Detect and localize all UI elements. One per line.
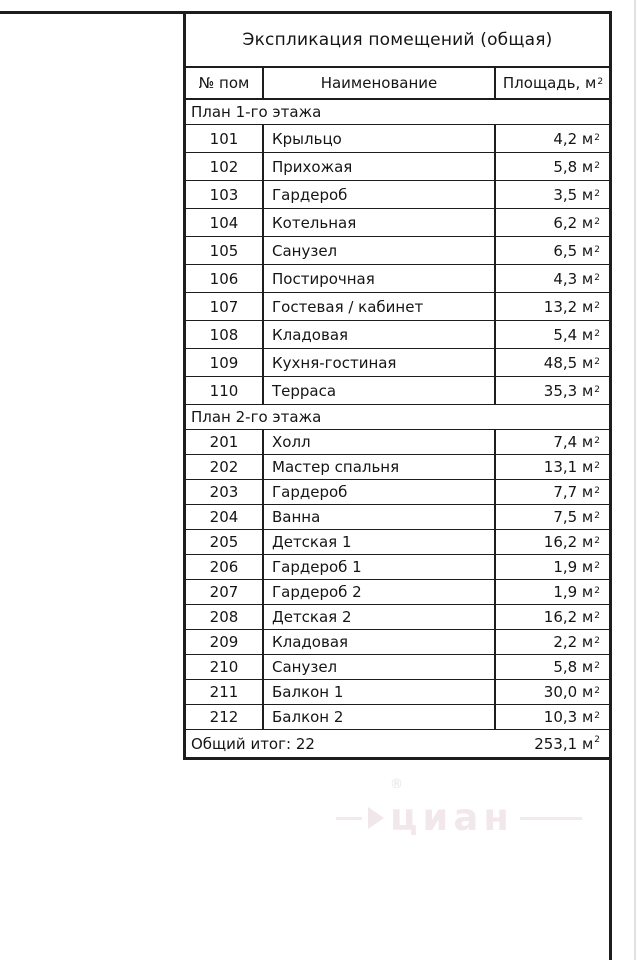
room-name-cell: Гостевая / кабинет <box>264 293 496 320</box>
table-row <box>186 455 609 480</box>
room-number-cell: 209 <box>186 630 264 654</box>
room-number-cell: 101 <box>186 125 264 152</box>
room-area-superscript: 2 <box>594 586 600 596</box>
room-area-cell <box>496 430 609 454</box>
table-row <box>186 680 609 705</box>
room-area-value: 30,0 м <box>543 683 594 701</box>
room-area-value: 48,5 м <box>543 353 594 372</box>
room-area-superscript: 2 <box>594 160 600 171</box>
table-row <box>186 237 609 265</box>
table-row <box>186 377 609 405</box>
room-area-value: 6,5 м <box>553 241 594 260</box>
room-name-cell: Гардероб 2 <box>264 580 496 604</box>
room-name-cell: Гардероб <box>264 181 496 208</box>
room-area-superscript: 2 <box>594 216 600 227</box>
room-area-value: 4,3 м <box>553 269 594 288</box>
room-area-value: 13,2 м <box>543 297 594 316</box>
room-area-value: 5,4 м <box>553 325 594 344</box>
room-area-value: 13,1 м <box>543 458 594 476</box>
table-row <box>186 321 609 349</box>
table-header-row <box>186 68 609 100</box>
room-area-value: 35,3 м <box>543 381 594 400</box>
room-number-cell: 208 <box>186 605 264 629</box>
room-area-superscript: 2 <box>594 356 600 367</box>
table-row <box>186 630 609 655</box>
room-name-cell: Кухня-гостиная <box>264 349 496 376</box>
room-name-cell: Котельная <box>264 209 496 236</box>
room-area-superscript: 2 <box>594 511 600 521</box>
room-number-cell: 104 <box>186 209 264 236</box>
room-name-cell: Терраса <box>264 377 496 404</box>
table-footer-row <box>186 730 609 757</box>
watermark-left-dash <box>336 817 362 820</box>
table-row <box>186 480 609 505</box>
room-name-cell: Санузел <box>264 655 496 679</box>
room-number-cell: 210 <box>186 655 264 679</box>
column-header-area-label: Площадь, м <box>502 74 597 92</box>
room-area-value: 1,9 м <box>553 558 594 576</box>
room-area-superscript: 2 <box>594 686 600 696</box>
room-area-value: 6,2 м <box>553 213 594 232</box>
top-border-extension-line <box>0 11 186 14</box>
room-area-cell <box>496 555 609 579</box>
room-number-cell: 207 <box>186 580 264 604</box>
watermark-cian <box>336 777 636 839</box>
room-name-cell: Гардероб <box>264 480 496 504</box>
column-header-room-number: № пом <box>186 68 264 98</box>
room-name-cell: Мастер спальня <box>264 455 496 479</box>
room-name-cell: Детская 2 <box>264 605 496 629</box>
table-title <box>186 14 609 68</box>
room-area-superscript: 2 <box>594 661 600 671</box>
room-area-superscript: 2 <box>594 611 600 621</box>
room-area-cell <box>496 377 609 404</box>
room-area-superscript: 2 <box>594 486 600 496</box>
room-area-superscript: 2 <box>594 711 600 721</box>
table-body <box>186 100 609 730</box>
table-row <box>186 125 609 153</box>
room-area-superscript: 2 <box>594 536 600 546</box>
column-header-area <box>496 68 609 98</box>
table-row <box>186 153 609 181</box>
room-name-cell: Кладовая <box>264 630 496 654</box>
room-area-superscript: 2 <box>594 244 600 255</box>
room-area-cell <box>496 480 609 504</box>
room-area-value: 7,5 м <box>553 508 594 526</box>
total-label: Общий итог: 22 <box>191 734 315 753</box>
room-number-cell: 110 <box>186 377 264 404</box>
room-area-superscript: 2 <box>594 436 600 446</box>
table-row <box>186 605 609 630</box>
table-row <box>186 705 609 730</box>
room-area-cell <box>496 293 609 320</box>
table-row <box>186 293 609 321</box>
column-header-area-superscript: 2 <box>597 77 604 87</box>
room-area-superscript: 2 <box>594 561 600 571</box>
room-area-value: 2,2 м <box>553 633 594 651</box>
room-explication-table <box>183 11 612 760</box>
room-name-cell: Ванна <box>264 505 496 529</box>
room-area-value: 1,9 м <box>553 583 594 601</box>
watermark-text: циан <box>390 796 514 839</box>
room-number-cell: 204 <box>186 505 264 529</box>
room-area-value: 10,3 м <box>543 708 594 726</box>
room-name-cell: Санузел <box>264 237 496 264</box>
table-row <box>186 430 609 455</box>
room-area-superscript: 2 <box>594 132 600 143</box>
room-area-cell <box>496 321 609 348</box>
room-name-cell: Гардероб 1 <box>264 555 496 579</box>
room-name-cell: Балкон 1 <box>264 680 496 704</box>
table-row <box>186 505 609 530</box>
room-area-cell <box>496 605 609 629</box>
room-number-cell: 203 <box>186 480 264 504</box>
room-area-value: 3,5 м <box>553 185 594 204</box>
room-number-cell: 103 <box>186 181 264 208</box>
registered-trademark-icon: ® <box>390 777 403 792</box>
watermark-right-dash <box>520 817 582 820</box>
room-area-cell <box>496 181 609 208</box>
room-name-cell: Прихожая <box>264 153 496 180</box>
room-name-cell: Детская 1 <box>264 530 496 554</box>
room-area-cell <box>496 680 609 704</box>
room-area-cell <box>496 530 609 554</box>
room-area-cell <box>496 125 609 152</box>
room-area-value: 7,7 м <box>553 483 594 501</box>
room-area-cell <box>496 630 609 654</box>
room-area-cell <box>496 705 609 729</box>
room-area-cell <box>496 265 609 292</box>
cian-bird-logo-icon <box>368 807 384 829</box>
floor-section-row: План 1-го этажа <box>186 100 609 125</box>
total-area-unit: м <box>581 734 594 753</box>
watermark-body <box>336 796 636 839</box>
room-area-cell <box>496 237 609 264</box>
total-area-superscript: 2 <box>594 734 600 745</box>
room-area-value: 7,4 м <box>553 433 594 451</box>
column-header-name: Наименование <box>264 68 496 98</box>
room-number-cell: 206 <box>186 555 264 579</box>
room-area-superscript: 2 <box>594 384 600 395</box>
floor-section-row: План 2-го этажа <box>186 405 609 430</box>
room-area-cell <box>496 209 609 236</box>
room-area-value: 16,2 м <box>543 533 594 551</box>
room-number-cell: 201 <box>186 430 264 454</box>
room-name-cell: Холл <box>264 430 496 454</box>
room-area-superscript: 2 <box>594 461 600 471</box>
table-row <box>186 530 609 555</box>
room-area-cell <box>496 580 609 604</box>
room-number-cell: 202 <box>186 455 264 479</box>
room-number-cell: 108 <box>186 321 264 348</box>
table-row <box>186 580 609 605</box>
room-number-cell: 102 <box>186 153 264 180</box>
room-area-value: 5,8 м <box>553 658 594 676</box>
room-number-cell: 107 <box>186 293 264 320</box>
room-area-value: 16,2 м <box>543 608 594 626</box>
room-number-cell: 109 <box>186 349 264 376</box>
room-area-superscript: 2 <box>594 328 600 339</box>
room-area-cell <box>496 153 609 180</box>
room-number-cell: 105 <box>186 237 264 264</box>
room-name-cell: Постирочная <box>264 265 496 292</box>
room-area-superscript: 2 <box>594 300 600 311</box>
room-area-cell <box>496 505 609 529</box>
table-row <box>186 349 609 377</box>
room-number-cell: 106 <box>186 265 264 292</box>
room-area-cell <box>496 455 609 479</box>
table-row <box>186 181 609 209</box>
table-row <box>186 555 609 580</box>
room-name-cell: Крыльцо <box>264 125 496 152</box>
room-area-superscript: 2 <box>594 188 600 199</box>
room-name-cell: Балкон 2 <box>264 705 496 729</box>
room-number-cell: 211 <box>186 680 264 704</box>
room-area-cell <box>496 655 609 679</box>
total-area-value: 253,1 <box>534 734 578 753</box>
room-area-superscript: 2 <box>594 272 600 283</box>
total-area <box>534 735 599 753</box>
room-area-superscript: 2 <box>594 636 600 646</box>
table-title-text: Экспликация помещений (общая) <box>242 30 553 50</box>
table-row <box>186 655 609 680</box>
table-row <box>186 209 609 237</box>
room-name-cell: Кладовая <box>264 321 496 348</box>
room-area-cell <box>496 349 609 376</box>
table-row <box>186 265 609 293</box>
room-area-value: 4,2 м <box>553 129 594 148</box>
room-area-value: 5,8 м <box>553 157 594 176</box>
room-number-cell: 205 <box>186 530 264 554</box>
room-number-cell: 212 <box>186 705 264 729</box>
